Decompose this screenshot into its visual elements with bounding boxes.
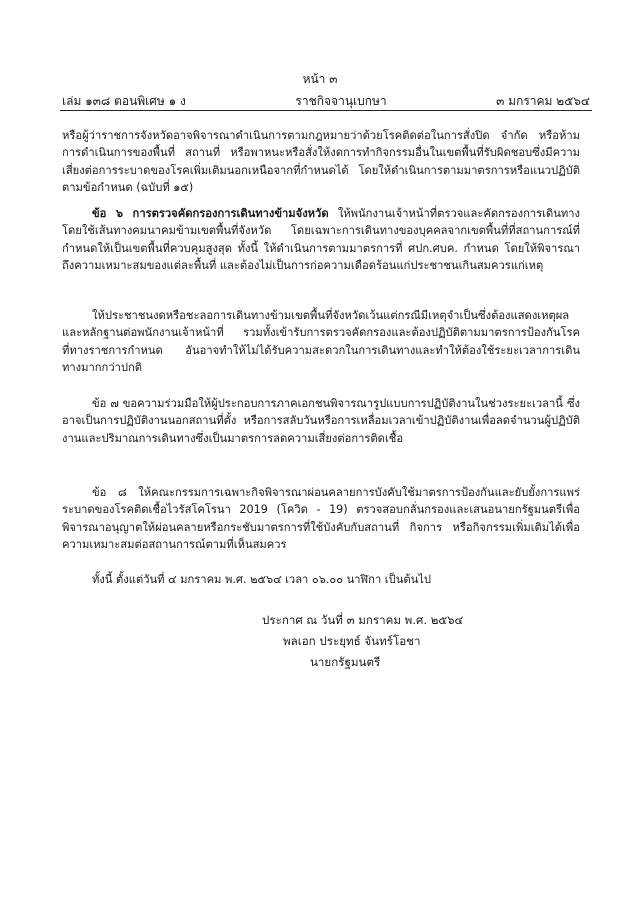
gazette-header — [62, 92, 590, 108]
issue-date: ๓ มกราคม ๒๕๖๔ — [496, 94, 590, 108]
publication-name: ราชกิจจานุเบกษา — [295, 94, 387, 108]
clause-7: ข้อ ๗ ขอความร่วมมือให้ผู้ประกอบการภาคเอกชนพิจารณารูปแบบการปฏิบัติงานในช่วงระยะเวลานี้ ซึ่งอาจเป็นการปฏิบัติงานนอกสถานที่ตั้ง หรือการสลับวันหรือการเหลื่อมเวลาเข้าปฏิบัติงานเพื่อลดจำนวนผู้ปฏิบัติงานและปริมาณการเดินทางซึ่งเป็นมาตรการลดความเสี่ยงต่อการติดเชื้อ — [62, 397, 580, 445]
signatory-title: นายกรัฐมนตรี — [310, 655, 381, 669]
header-divider — [60, 110, 592, 111]
clause-6-body: ให้พนักงานเจ้าหน้าที่ตรวจและคัดกรองการเดินทางโดยใช้เส้นทางคมนาคมข้ามเขตพื้นที่จังหวัด โดยเฉพาะการเดินทางของบุคคลจากเขตพื้นที่ที่สถานการณ์ที่กำหนดให้เป็นเขตพื้นที่ควบคุมสูงสุด ทั้งนี้ ให้ดำเนินการตามมาตรการที่ ศปก.ศบค. กำหนด โดยให้พิจารณาถึงความเหมาะสมของแต่ละพื้นที่ และต้องไม่เป็นการก่อความเดือดร้อนแก่ประชาชนเกินสมควรแก่เหตุ — [62, 207, 580, 272]
clause-6-heading: ข้อ ๖ การตรวจคัดกรองการเดินทางข้ามจังหวัด — [92, 207, 329, 220]
paragraph-travel-advice: ให้ประชาชนงดหรือชะลอการเดินทางข้ามเขตพื้นที่จังหวัดเว้นแต่กรณีมีเหตุจำเป็นซึ่งต้องแสดงเหตุผลและหลักฐานต่อพนักงานเจ้าหน้าที่ รวมทั้งเข้ารับการตรวจคัดกรองและต้องปฏิบัติตามมาตรการป้องกันโรคที่ทางราชการกำหนด อันอาจทำให้ไม่ได้รับความสะดวกในการเดินทางและทำให้ต้องใช้ระยะเวลาการเดินทางมากกว่าปกติ — [62, 309, 580, 374]
clause-6 — [62, 205, 580, 274]
paragraph-continuation: หรือผู้ว่าราชการจังหวัดอาจพิจารณาดำเนินการตามกฎหมายว่าด้วยโรคติดต่อในการสั่งปิด จำกัด หรือห้ามการดำเนินการของพื้นที่ สถานที่ หรือพาหนะหรือสั่งให้งดการทำกิจกรรมอื่นในเขตพื้นที่รับผิดชอบซึ่งมีความเสี่ยงต่อการระบาดของโรคเพิ่มเติมนอกเหนือจากที่กำหนดได้ โดยให้ดำเนินการตามมาตรการหรือแนวปฏิบัติตามข้อกำหนด (ฉบับที่ ๑๕) — [62, 129, 580, 194]
announcement-date: ประกาศ ณ วันที่ ๓ มกราคม พ.ศ. ๒๕๖๔ — [262, 613, 464, 627]
page-number: หน้า ๓ — [302, 72, 338, 86]
volume-info: เล่ม ๑๓๘ ตอนพิเศษ ๑ ง — [62, 94, 186, 108]
clause-8: ข้อ ๘ ให้คณะกรรมการเฉพาะกิจพิจารณาผ่อนคลายการบังคับใช้มาตรการป้องกันและยับยั้งการแพร่ระบาดของโรคติดเชื้อไวรัสโคโรนา 2019 (โควิด - 19) ตรวจสอบกลั่นกรองและเสนอนายกรัฐมนตรีเพื่อพิจารณาอนุญาตให้ผ่อนคลายหรือกระชับมาตรการที่ใช้บังคับกับสถานที่ กิจการ หรือกิจกรรมเพิ่มเติมได้เพื่อความเหมาะสมต่อสถานการณ์ตามที่เห็นสมควร — [62, 486, 580, 551]
effective-date: ทั้งนี้ ตั้งแต่วันที่ ๔ มกราคม พ.ศ. ๒๕๖๔ เวลา ๐๖.๐๐ นาฬิกา เป็นต้นไป — [92, 573, 431, 586]
signatory-name: พลเอก ประยุทธ์ จันทร์โอชา — [283, 634, 421, 648]
